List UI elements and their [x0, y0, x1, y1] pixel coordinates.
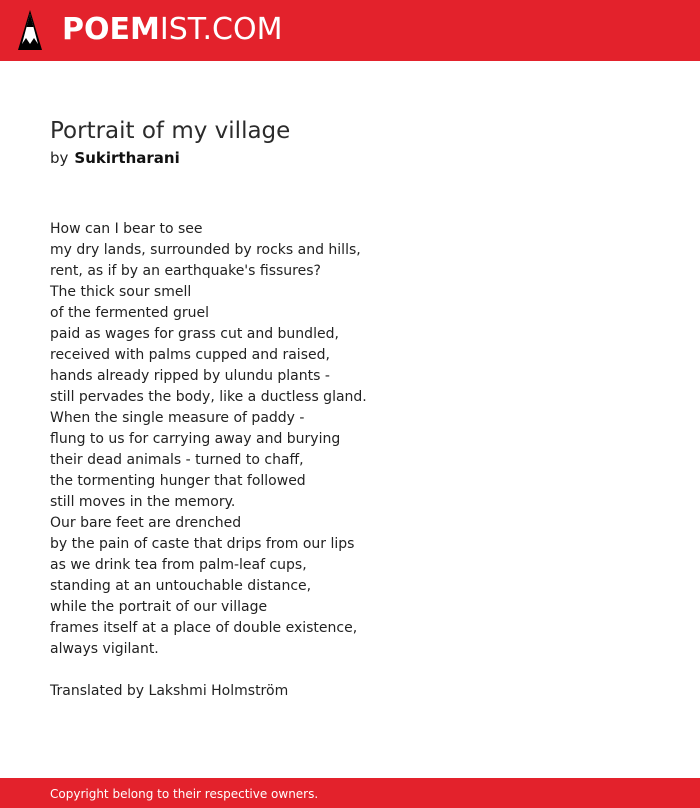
- poem-line: frames itself at a place of double existence,: [50, 620, 358, 636]
- byline: [50, 148, 180, 168]
- poem-line: paid as wages for grass cut and bundled,: [50, 326, 339, 342]
- poem-line: while the portrait of our village: [50, 599, 268, 615]
- poem-line: hands already ripped by ulundu plants -: [50, 368, 330, 384]
- poem-line: still moves in the memory.: [50, 494, 236, 510]
- poem-line: When the single measure of paddy -: [50, 410, 305, 426]
- site-footer: [0, 778, 700, 808]
- translator-credit: Translated by Lakshmi Holmström: [50, 683, 289, 699]
- poem-line: standing at an untouchable distance,: [50, 578, 312, 594]
- poem-line: How can I bear to see: [50, 221, 203, 237]
- poem-line: my dry lands, surrounded by rocks and hills,: [50, 242, 361, 258]
- poem-line: received with palms cupped and raised,: [50, 347, 330, 363]
- poem-line: still pervades the body, like a ductless gland.: [50, 389, 367, 405]
- by-label: by: [50, 149, 69, 167]
- poem-line: of the fermented gruel: [50, 305, 210, 321]
- author-name[interactable]: Sukirtharani: [74, 149, 180, 167]
- poem-line: as we drink tea from palm-leaf cups,: [50, 557, 307, 573]
- poem-body: [50, 219, 650, 660]
- site-logo[interactable]: [62, 11, 282, 49]
- poem-line: Our bare feet are drenched: [50, 515, 242, 531]
- poem-line: The thick sour smell: [50, 284, 192, 300]
- poem-line: their dead animals - turned to chaff,: [50, 452, 304, 468]
- pencil-tip-icon[interactable]: [18, 10, 42, 50]
- logo-bold-text: POEM: [62, 12, 160, 47]
- poem-line: rent, as if by an earthquake's fissures?: [50, 263, 321, 279]
- poem-title: Portrait of my village: [50, 118, 291, 144]
- poem-line: always vigilant.: [50, 641, 159, 657]
- poem-line: the tormenting hunger that followed: [50, 473, 306, 489]
- copyright-text: Copyright belong to their respective owners.: [50, 787, 319, 801]
- site-header: [0, 0, 700, 61]
- poem-line: flung to us for carrying away and burying: [50, 431, 341, 447]
- logo-light-text: IST.COM: [159, 12, 283, 47]
- poem-line: by the pain of caste that drips from our lips: [50, 536, 355, 552]
